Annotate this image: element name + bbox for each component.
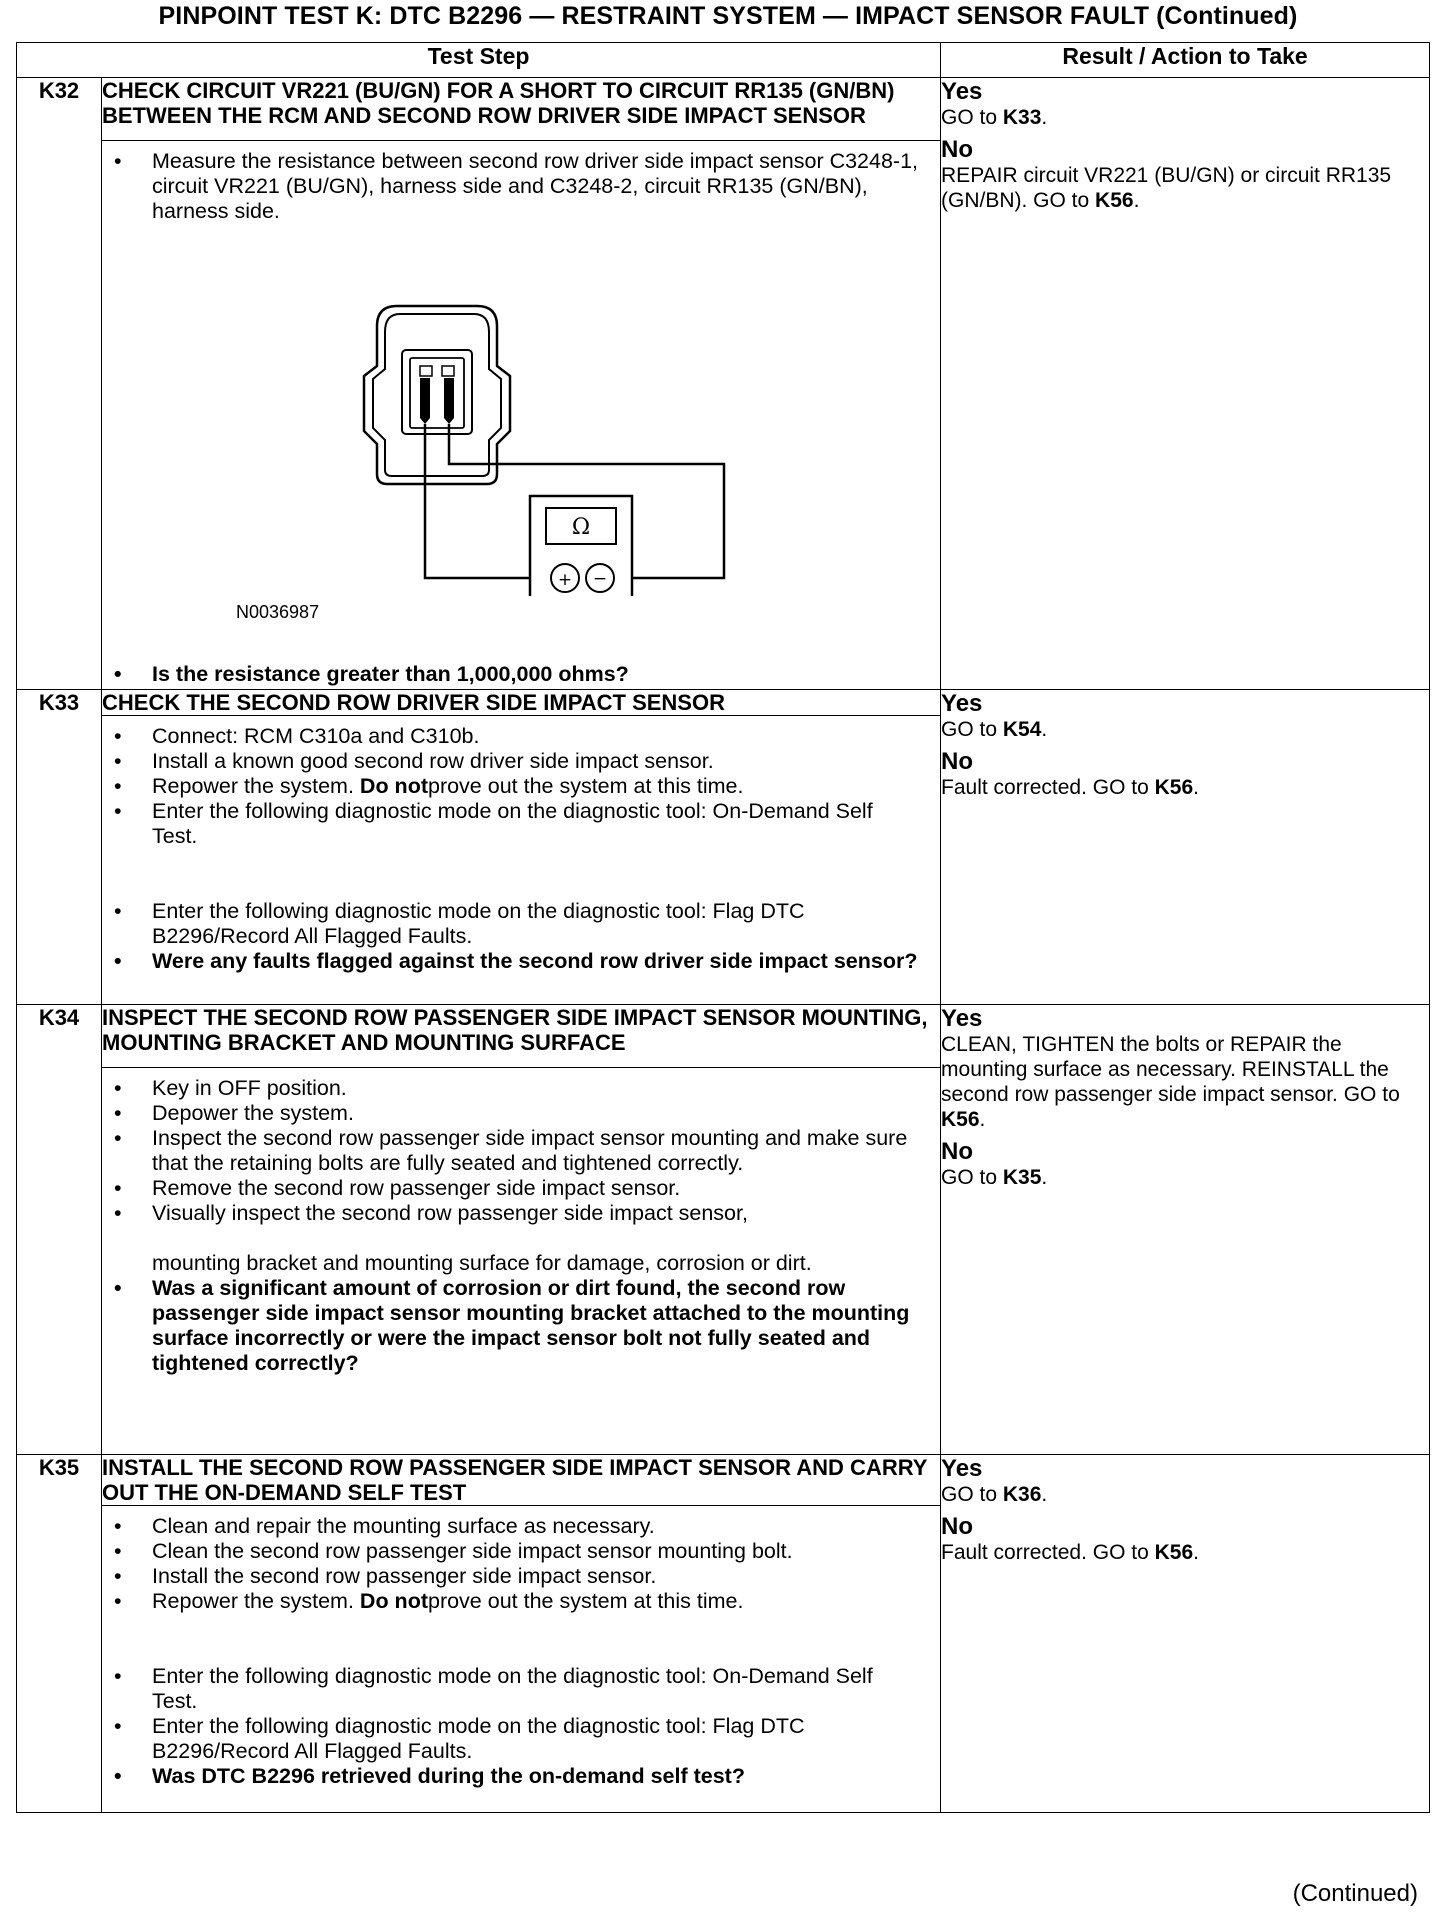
step-bullet-continuation: mounting bracket and mounting surface for damage, corrosion or dirt. [152, 1251, 812, 1275]
no-end: . [1041, 1166, 1048, 1189]
result-k33 [941, 690, 1430, 1005]
resistance-measurement-figure [102, 226, 940, 656]
yes-target: K54 [1002, 718, 1042, 741]
yes-target: K56 [941, 1108, 980, 1131]
yes-label: Yes [941, 1005, 983, 1032]
step-list-k35 [102, 1506, 940, 1791]
plus-sign: + [557, 570, 573, 590]
result-k32 [941, 78, 1430, 690]
probe-left-icon [420, 378, 430, 418]
yes-text: GO to [941, 106, 1003, 129]
step-id-k33: K33 [17, 690, 102, 1005]
step-body-k34 [102, 1068, 941, 1455]
no-end: . [1193, 1541, 1199, 1564]
no-end: . [1193, 776, 1199, 799]
yes-end: . [1041, 718, 1048, 741]
result-k34 [941, 1005, 1430, 1455]
continued-note: (Continued) [1292, 1880, 1418, 1907]
no-target: K35 [1002, 1166, 1042, 1189]
step-list-k33 [102, 716, 940, 976]
yes-end: . [979, 1108, 986, 1131]
step-bullet: • Enter the following diagnostic mode on the diagnostic tool: On-Demand Self Test. [152, 1664, 920, 1714]
yes-target: K36 [1002, 1483, 1042, 1506]
no-text: GO to [941, 1166, 1003, 1189]
no-target: K56 [1095, 189, 1134, 212]
step-k35-title-row [17, 1455, 1430, 1506]
step-title-k32: CHECK CIRCUIT VR221 (BU/GN) FOR A SHORT TO CIRCUIT RR135 (GN/BN) BETWEEN THE RCM AND SECOND ROW DRIVER SIDE IMPACT SENSOR [102, 78, 941, 141]
minus-sign: − [592, 569, 608, 589]
no-label: No [941, 748, 974, 775]
step-question-list-k32 [102, 656, 940, 689]
step-bullet: • Connect: RCM C310a and C310b. [152, 724, 920, 749]
step-body-k35 [102, 1506, 941, 1813]
no-target: K56 [1154, 1541, 1194, 1564]
step-body-k33 [102, 716, 941, 1005]
ohm-symbol: Ω [571, 515, 591, 540]
yes-label: Yes [941, 78, 983, 105]
result-k35 [941, 1455, 1430, 1813]
bullet-text: prove out the system at this time. [427, 1589, 744, 1613]
bullet-text: Repower the system. [152, 774, 360, 798]
yes-label: Yes [941, 1455, 983, 1482]
step-bullet: • Clean and repair the mounting surface as necessary. [152, 1514, 920, 1539]
no-end: . [1133, 189, 1140, 212]
header-result: Result / Action to Take [941, 43, 1430, 78]
step-bullet [152, 774, 920, 799]
step-title-k33: CHECK THE SECOND ROW DRIVER SIDE IMPACT SENSOR [102, 690, 941, 716]
step-bullet: • Clean the second row passenger side impact sensor mounting bolt. [152, 1539, 920, 1564]
step-id-k35: K35 [17, 1455, 102, 1813]
figure-code: N0036987 [236, 602, 320, 622]
step-question: • Was a significant amount of corrosion or dirt found, the second row passenger side impact sensor mounting bracket attached to the mounting surface incorrectly or were the impact sensor bolt not fully seated and tightened correctly? [152, 1276, 920, 1376]
step-id-k34: K34 [17, 1005, 102, 1455]
step-bullet: • Measure the resistance between second row driver side impact sensor C3248-1, circuit VR221 (BU/GN), harness side and C3248-2, circuit RR135 (GN/BN), harness side. [152, 149, 920, 224]
step-bullet: • Visually inspect the second row passenger side impact sensor, [152, 1201, 920, 1226]
step-list-k32 [102, 141, 940, 226]
bullet-text: Repower the system. [152, 1589, 360, 1613]
step-id-k32: K32 [17, 78, 102, 690]
step-bullet: • Enter the following diagnostic mode on the diagnostic tool: Flag DTC B2296/Record All Flagged Faults. [152, 899, 920, 949]
yes-end: . [1041, 1483, 1048, 1506]
bullet-emphasis: Do not [359, 1589, 428, 1613]
step-bullet: • Key in OFF position. [152, 1076, 920, 1101]
no-label: No [941, 1513, 974, 1540]
step-bullet: • Install the second row passenger side impact sensor. [152, 1564, 920, 1589]
connector-inner-outline-icon [373, 314, 501, 476]
step-question: • Were any faults flagged against the second row driver side impact sensor? [152, 949, 920, 974]
yes-text: GO to [941, 718, 1003, 741]
step-bullet: • Enter the following diagnostic mode on the diagnostic tool: Flag DTC B2296/Record All Flagged Faults. [152, 1714, 920, 1764]
step-question: • Is the resistance greater than 1,000,000 ohms? [152, 662, 920, 687]
yes-text: CLEAN, TIGHTEN the bolts or REPAIR the mounting surface as necessary. REINSTALL the second row passenger side impact sensor. GO to [941, 1033, 1400, 1106]
yes-end: . [1041, 106, 1048, 129]
no-label: No [941, 136, 974, 163]
connector-ohmmeter-diagram [102, 226, 941, 596]
no-text: REPAIR circuit VR221 (BU/GN) or circuit RR135 (GN/BN). GO to [941, 164, 1392, 212]
header-test-step: Test Step [17, 43, 941, 78]
step-bullet: • Install a known good second row driver side impact sensor. [152, 749, 920, 774]
yes-label: Yes [941, 690, 983, 717]
step-bullet: • Inspect the second row passenger side impact sensor mounting and make sure that the retaining bolts are fully seated and tightened correctly. [152, 1126, 920, 1176]
bullet-emphasis: Do not [359, 774, 428, 798]
step-k32-title-row [17, 78, 1430, 141]
step-title-k34: INSPECT THE SECOND ROW PASSENGER SIDE IMPACT SENSOR MOUNTING, MOUNTING BRACKET AND MOUNTING SURFACE [102, 1005, 941, 1068]
step-k34-title-row [17, 1005, 1430, 1068]
step-body-k32 [102, 141, 941, 690]
step-bullet: • Remove the second row passenger side impact sensor. [152, 1176, 920, 1201]
step-title-k35: INSTALL THE SECOND ROW PASSENGER SIDE IMPACT SENSOR AND CARRY OUT THE ON-DEMAND SELF TEST [102, 1455, 941, 1506]
no-text: Fault corrected. GO to [941, 1541, 1155, 1564]
step-bullet [152, 1589, 920, 1614]
step-bullet: • Enter the following diagnostic mode on the diagnostic tool: On-Demand Self Test. [152, 799, 920, 849]
probe-right-icon [444, 378, 454, 418]
no-text: Fault corrected. GO to [941, 776, 1155, 799]
step-k33-title-row [17, 690, 1430, 716]
step-list-k34 [102, 1068, 940, 1378]
step-bullet: • Depower the system. [152, 1101, 920, 1126]
page-title: PINPOINT TEST K: DTC B2296 — RESTRAINT SYSTEM — IMPACT SENSOR FAULT (Continued) [158, 2, 1298, 30]
no-label: No [941, 1138, 974, 1165]
yes-text: GO to [941, 1483, 1003, 1506]
bullet-text: prove out the system at this time. [427, 774, 744, 798]
header-row [17, 43, 1430, 78]
yes-target: K33 [1002, 106, 1042, 129]
pinpoint-test-table [16, 42, 1430, 1813]
step-question: • Was DTC B2296 retrieved during the on-demand self test? [152, 1764, 920, 1789]
no-target: K56 [1154, 776, 1194, 799]
